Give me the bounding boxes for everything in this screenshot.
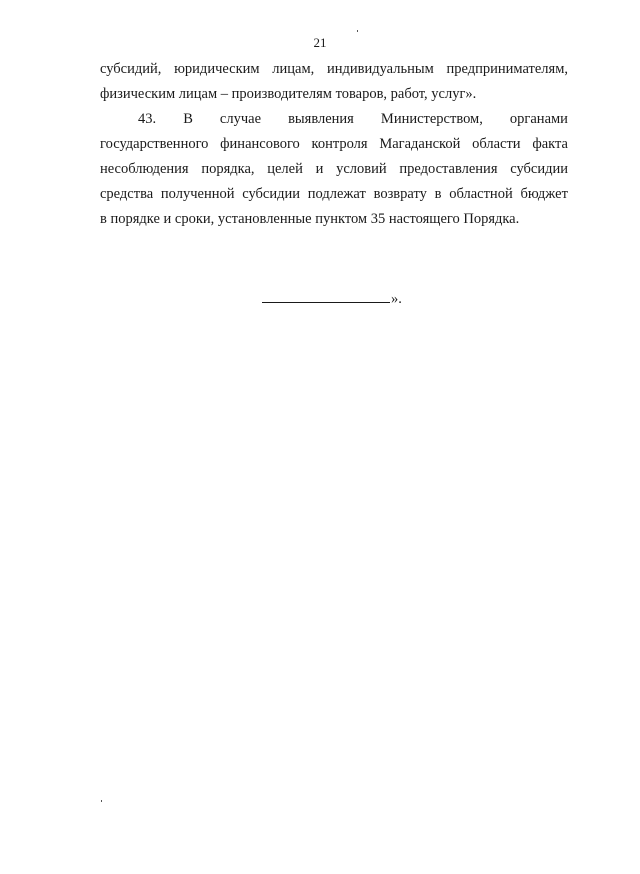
word: В — [183, 111, 193, 127]
closing-underline — [262, 290, 390, 303]
closing-mark — [262, 289, 402, 309]
closing-quote: ». — [391, 291, 402, 307]
word: подлежат — [307, 186, 366, 202]
word: областной — [449, 186, 513, 202]
word: субсидий, — [100, 61, 162, 77]
scan-speck — [357, 30, 358, 32]
text-line-7: в порядке и сроки, установленные пунктом 35 настоящего Порядка. — [100, 211, 520, 227]
word: порядка, — [201, 161, 255, 177]
word: области — [472, 136, 521, 152]
word: факта — [532, 136, 568, 152]
word: и — [315, 161, 324, 177]
word: предпринимателям, — [446, 61, 568, 77]
text-line-1 — [100, 59, 568, 79]
paragraph-number: 43. — [138, 111, 157, 127]
word: условий — [336, 161, 387, 177]
word: в — [434, 186, 442, 202]
word: субсидии — [242, 186, 301, 202]
word: случае — [219, 111, 262, 127]
text-line-6 — [100, 184, 568, 204]
word: юридическим — [174, 61, 260, 77]
word: контроля — [311, 136, 368, 152]
word: выявления — [288, 111, 354, 127]
word: средства — [100, 186, 154, 202]
word: лицам, — [272, 61, 315, 77]
word: органами — [509, 111, 568, 127]
word: государственного — [100, 136, 209, 152]
word: полученной — [160, 186, 235, 202]
text-line-4 — [100, 134, 568, 154]
word: субсидии — [510, 161, 568, 177]
word: возврату — [373, 186, 427, 202]
word: целей — [267, 161, 303, 177]
word: индивидуальным — [326, 61, 434, 77]
word: несоблюдения — [100, 161, 189, 177]
scan-speck — [101, 800, 102, 802]
word: бюджет — [520, 186, 568, 202]
text-line-3 — [138, 109, 568, 129]
word: предоставления — [399, 161, 498, 177]
word: финансового — [220, 136, 300, 152]
word: Министерством, — [380, 111, 483, 127]
word: Магаданской — [379, 136, 461, 152]
text-line-5 — [100, 159, 568, 179]
text-line-2: физическим лицам – производителям товаров, работ, услуг». — [100, 86, 477, 102]
page-number: 21 — [313, 35, 327, 50]
